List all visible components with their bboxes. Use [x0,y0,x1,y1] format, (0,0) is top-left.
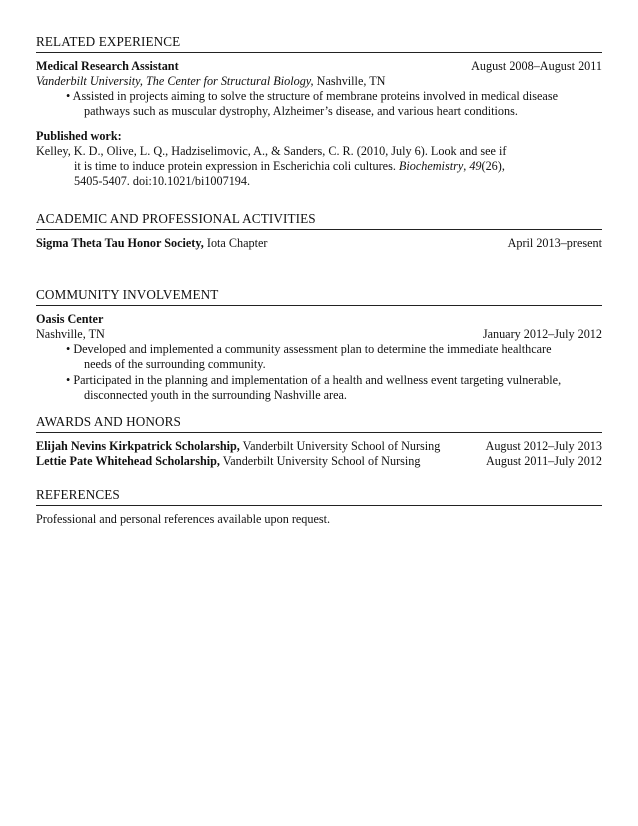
job-header [36,59,602,74]
section-title: COMMUNITY INVOLVEMENT [36,287,602,306]
job-bullet-continued: pathways such as muscular dystrophy, Alzheimer’s disease, and various heart conditions. [84,104,518,119]
award-name: Elijah Nevins Kirkpatrick Scholarship, [36,438,240,453]
references-text: Professional and personal references available upon request. [36,511,331,526]
award-entry [36,439,602,454]
org-location: Nashville, TN [316,73,386,88]
community-dates: January 2012–July 2012 [482,326,602,341]
citation-separator: , [463,159,467,173]
job-organization [36,74,602,89]
section-title: REFERENCES [36,487,602,506]
citation-volume: 49 [469,159,482,173]
published-work-label: Published work: [36,128,122,143]
award-school: Vanderbilt University School of Nursing [222,453,421,468]
citation-issue: (26), [481,159,505,173]
org-name: Vanderbilt University, The Center for Structural Biology, [36,73,314,88]
citation-line: Kelley, K. D., Olive, L. Q., Hadziselimovic, A., & Sanders, C. R. (2010, July 6). Look and see if [36,143,507,158]
citation-line: 5405-5407. doi:10.1021/bi1007194. [74,174,251,189]
job-bullet: • Assisted in projects aiming to solve the structure of membrane proteins involved in medical disease [66,89,558,103]
citation-line [36,159,602,174]
section-title: AWARDS AND HONORS [36,414,602,433]
references-section [36,487,602,527]
job-title: Medical Research Assistant [36,58,179,73]
award-school: Vanderbilt University School of Nursing [242,438,441,453]
activity-entry [36,236,602,251]
award-entry [36,454,602,469]
job-dates: August 2008–August 2011 [471,58,602,73]
awards-section [36,414,602,469]
activity-dates: April 2013–present [507,235,602,250]
citation-journal: Biochemistry [398,159,464,173]
activity-org: Sigma Theta Tau Honor Society, [36,235,204,250]
award-dates: August 2011–July 2012 [485,453,602,468]
award-name: Lettie Pate Whitehead Scholarship, [36,453,220,468]
activity-chapter: Iota Chapter [206,235,268,250]
community-bullet-continued: disconnected youth in the surrounding Nashville area. [84,387,347,402]
community-org: Oasis Center [36,311,104,326]
related-experience-section [36,34,602,190]
award-dates: August 2012–July 2013 [485,438,602,453]
community-section [36,287,602,403]
community-bullet-continued: needs of the surrounding community. [84,357,266,372]
community-location: Nashville, TN [36,326,105,341]
section-title: ACADEMIC AND PROFESSIONAL ACTIVITIES [36,211,602,230]
citation-article-title: it is time to induce protein expression in Escherichia coli cultures. [74,159,396,173]
community-bullet: • Developed and implemented a community assessment plan to determine the immediate healthcare [66,342,552,356]
activities-section [36,211,602,251]
section-title: RELATED EXPERIENCE [36,34,602,53]
community-location-row [36,327,602,342]
community-bullet: • Participated in the planning and implementation of a health and wellness event targeting vulnerable, [66,372,562,387]
